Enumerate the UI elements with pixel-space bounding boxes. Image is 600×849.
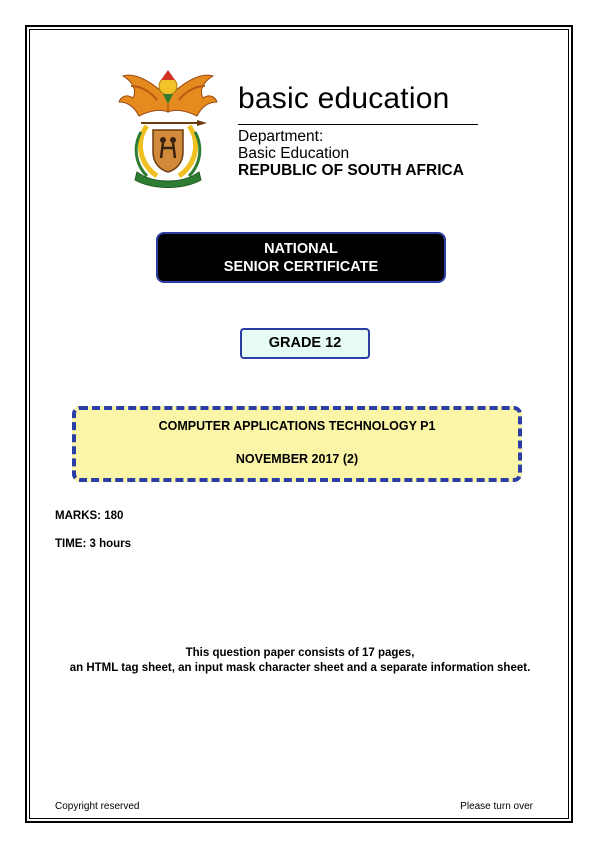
turn-over-notice: Please turn over [460,801,533,812]
grade-badge: GRADE 12 [240,328,370,359]
certificate-line-1: NATIONAL [264,241,338,257]
time-allowed: TIME: 3 hours [55,538,132,550]
certificate-line-2: SENIOR CERTIFICATE [223,259,379,275]
brand-name: basic education [238,82,450,115]
department-name: Basic Education [238,145,350,162]
subject-banner [72,406,522,482]
subject-title: COMPUTER APPLICATIONS TECHNOLOGY P1 [158,419,436,433]
marks-total: MARKS: 180 [55,510,124,522]
page-count-line-1: This question paper consists of 17 pages, [185,647,415,659]
certificate-banner [156,232,446,283]
exam-session: NOVEMBER 2017 (2) [235,452,359,466]
page-count-line-2: an HTML tag sheet, an input mask character sheet and a separate information sheet. [69,662,531,674]
page-count-note [40,646,560,676]
brand-divider [238,124,478,125]
department-label: Department: [238,128,324,145]
country-name: REPUBLIC OF SOUTH AFRICA [238,162,464,179]
coat-of-arms-icon [117,68,219,190]
copyright-notice: Copyright reserved [55,801,140,812]
